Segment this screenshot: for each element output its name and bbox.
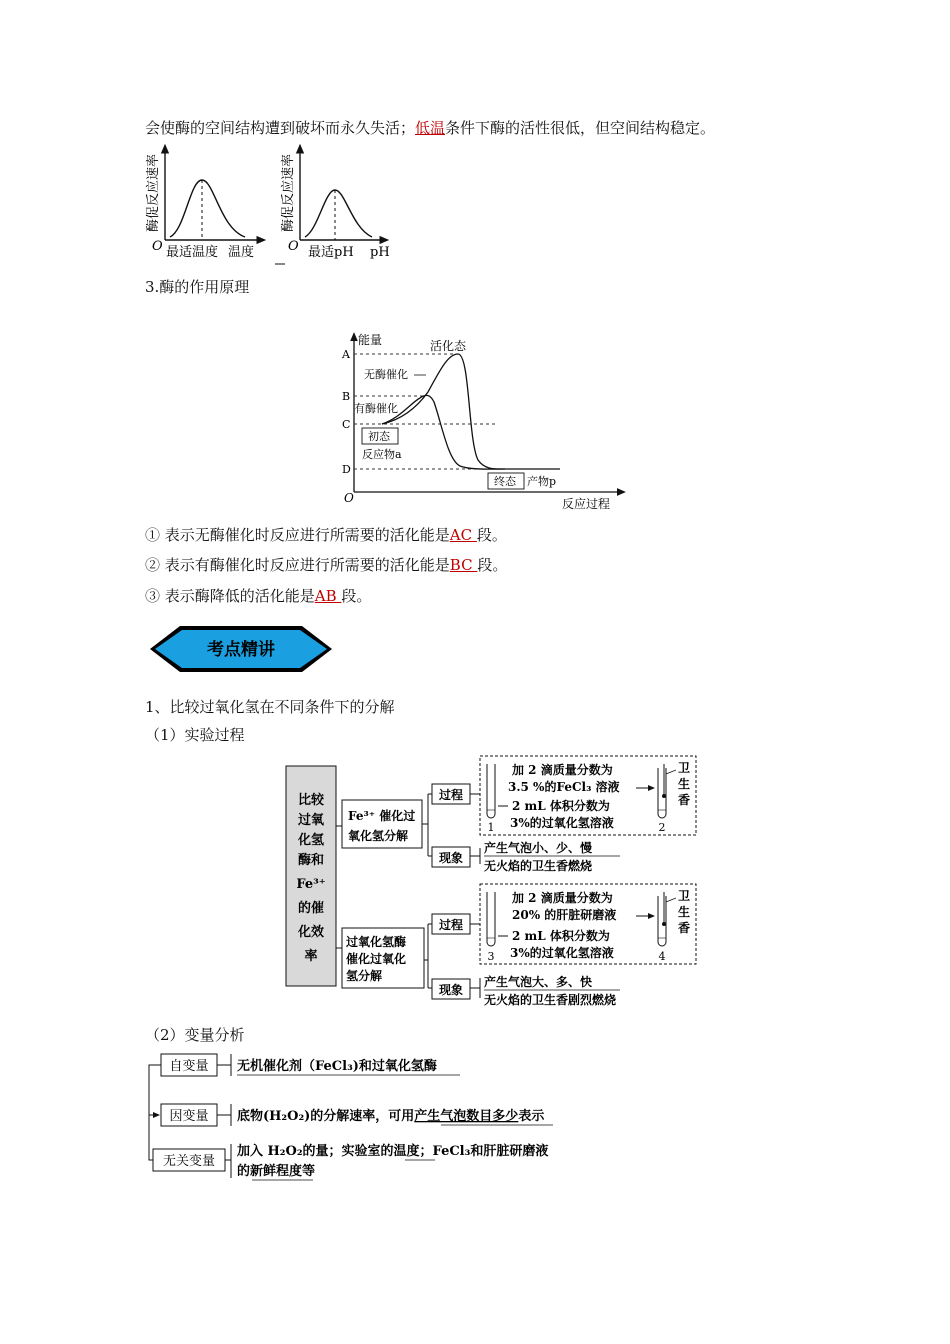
statement-1-prefix: ① 表示无酶催化时反应进行所需要的活化能是	[145, 526, 450, 544]
b2-phenomenon-label: 现象	[438, 983, 464, 997]
b2-incense-3: 香	[678, 921, 691, 935]
statement-1-suffix: 段。	[476, 526, 507, 544]
level-a: A	[342, 348, 350, 361]
b2-step1-line1: 加 2 滴质量分数为	[512, 891, 613, 905]
statement-1-answer: AC	[449, 526, 477, 544]
b2-tube-4: 4	[658, 950, 666, 963]
level-c: C	[342, 418, 351, 431]
b1-step1-line1: 加 2 滴质量分数为	[512, 763, 613, 777]
var-irr-2-before: 的	[237, 1164, 251, 1179]
main-box-3: 化氢	[297, 833, 325, 848]
var-text-irrelevant-1	[237, 1143, 548, 1159]
right-xlabel: pH	[370, 245, 390, 260]
var-irr-1-after: ；FeCl₃和肝脏研磨液	[419, 1144, 549, 1159]
b1-incense-2: 生	[678, 777, 691, 791]
var-text-dependent	[237, 1108, 545, 1124]
label-product: 产物p	[527, 475, 557, 488]
label-active: 活化态	[430, 339, 467, 353]
sub-heading-1: （1）实验过程	[145, 726, 245, 744]
b1-incense-1: 卫	[678, 761, 691, 775]
branch2-line2: 催化过氧化	[346, 952, 407, 966]
statement-2-suffix: 段。	[477, 556, 508, 574]
var-text-independent: 无机催化剂（FeCl₃)和过氧化氢酶	[237, 1059, 437, 1074]
label-enzyme: 有酶催化	[354, 402, 398, 415]
left-curve	[170, 180, 245, 237]
var-dep-underlined: 产生气泡数目多少	[414, 1109, 519, 1124]
var-label-dependent: 因变量	[169, 1109, 209, 1124]
b1-obs-2: 无火焰的卫生香燃烧	[484, 859, 593, 873]
right-ylabel: 酶促反应速率	[281, 153, 296, 232]
branch2-line1: 过氧化氢酶	[346, 935, 407, 949]
b2-obs-1: 产生气泡大、多、快	[484, 975, 593, 989]
branch1-line1: Fe³⁺ 催化过	[348, 809, 416, 823]
b1-obs-1: 产生气泡小、少、慢	[484, 841, 593, 855]
label-no-enzyme: 无酶催化	[364, 368, 408, 381]
branch2-line3: 氢分解	[346, 969, 383, 983]
energy-origin: O	[344, 491, 354, 505]
small-charts	[140, 140, 410, 270]
energy-xlabel: 反应过程	[562, 497, 611, 511]
b1-step2-line2: 3%的过氧化氢溶液	[510, 816, 614, 830]
b1-incense-3: 香	[678, 793, 691, 807]
b1-step1-line2: 3.5 %的FeCl₃ 溶液	[508, 780, 620, 794]
main-box-1: 比较	[297, 793, 325, 808]
main-box-5: Fe³⁺	[296, 877, 326, 892]
b1-phenomenon-label: 现象	[438, 851, 464, 865]
b1-process-label: 过程	[438, 788, 464, 802]
sub-heading-2: （2）变量分析	[145, 1026, 245, 1044]
b2-step1-line2: 20% 的肝脏研磨液	[512, 908, 617, 922]
section-banner	[146, 622, 336, 676]
intro-highlight: 低温	[415, 119, 446, 137]
level-b: B	[342, 390, 351, 403]
var-dep-after: 表示	[518, 1109, 545, 1124]
b2-incense-2: 生	[678, 905, 691, 919]
label-final: 终态	[494, 475, 516, 488]
var-irr-2-underlined: 新鲜程度	[250, 1164, 303, 1179]
banner-label: 考点精讲	[207, 640, 275, 660]
label-initial: 初态	[368, 430, 390, 443]
b2-step2-line1: 2 mL 体积分数为	[512, 929, 610, 943]
heading-1: 1、比较过氧化氢在不同条件下的分解	[145, 698, 395, 716]
var-label-independent: 自变量	[169, 1059, 209, 1074]
main-box-4: 酶和	[297, 853, 325, 868]
var-irr-1-before: 加入 H₂O₂的量；实验室的	[237, 1144, 394, 1159]
var-label-irrelevant: 无关变量	[162, 1154, 216, 1169]
right-curve	[305, 190, 372, 237]
var-text-irrelevant-2	[237, 1163, 315, 1179]
statement-3-suffix: 段。	[341, 587, 372, 605]
intro-after: 条件下酶的活性很低，但空间结构稳定。	[445, 119, 716, 137]
main-box-2: 过氧	[297, 813, 325, 828]
var-irr-2-after: 等	[302, 1164, 316, 1179]
right-xtick: 最适pH	[308, 245, 354, 260]
intro-before: 会使酶的空间结构遭到破坏而永久失活；	[145, 119, 416, 137]
section3-title: 3.酶的作用原理	[145, 278, 250, 296]
b1-step2-line1: 2 mL 体积分数为	[512, 799, 610, 813]
main-box-6: 的催	[297, 901, 325, 916]
energy-chart	[330, 330, 630, 516]
b1-tube-2: 2	[658, 821, 666, 834]
statement-2-prefix: ② 表示有酶催化时反应进行所需要的活化能是	[145, 556, 450, 574]
statement-1	[145, 524, 507, 545]
variable-diagram	[145, 1048, 605, 1184]
right-origin: O	[288, 239, 299, 254]
intro-line	[145, 117, 715, 138]
left-origin: O	[152, 239, 163, 254]
main-box-8: 率	[304, 949, 318, 964]
branch1-line2: 氧化氢分解	[348, 829, 409, 843]
statement-3-prefix: ③ 表示酶降低的活化能是	[145, 587, 315, 605]
experiment-diagram	[280, 752, 710, 1014]
var-dep-before: 底物(H₂O₂)的分解速率，可用	[237, 1109, 415, 1124]
left-xlabel: 温度	[228, 245, 255, 260]
b1-tube-1: 1	[487, 821, 495, 834]
energy-ylabel: 能量	[358, 333, 383, 347]
b2-obs-2: 无火焰的卫生香剧烈燃烧	[484, 993, 617, 1007]
statement-3	[145, 585, 371, 606]
curve-no-enzyme	[382, 354, 560, 469]
level-d: D	[342, 463, 351, 476]
b2-process-label: 过程	[438, 918, 464, 932]
b2-tube-3: 3	[487, 950, 495, 963]
statement-2-answer: BC	[449, 556, 478, 574]
statement-3-answer: AB	[314, 587, 342, 605]
statement-2	[145, 554, 507, 575]
left-xtick: 最适温度	[166, 245, 219, 260]
b2-step2-line2: 3%的过氧化氢溶液	[510, 946, 614, 960]
label-reactant: 反应物a	[362, 448, 402, 461]
main-box-7: 化效	[297, 925, 325, 940]
var-irr-1-underlined: 温度	[393, 1144, 420, 1159]
b2-incense-1: 卫	[678, 889, 691, 903]
left-ylabel: 酶促反应速率	[146, 153, 161, 232]
